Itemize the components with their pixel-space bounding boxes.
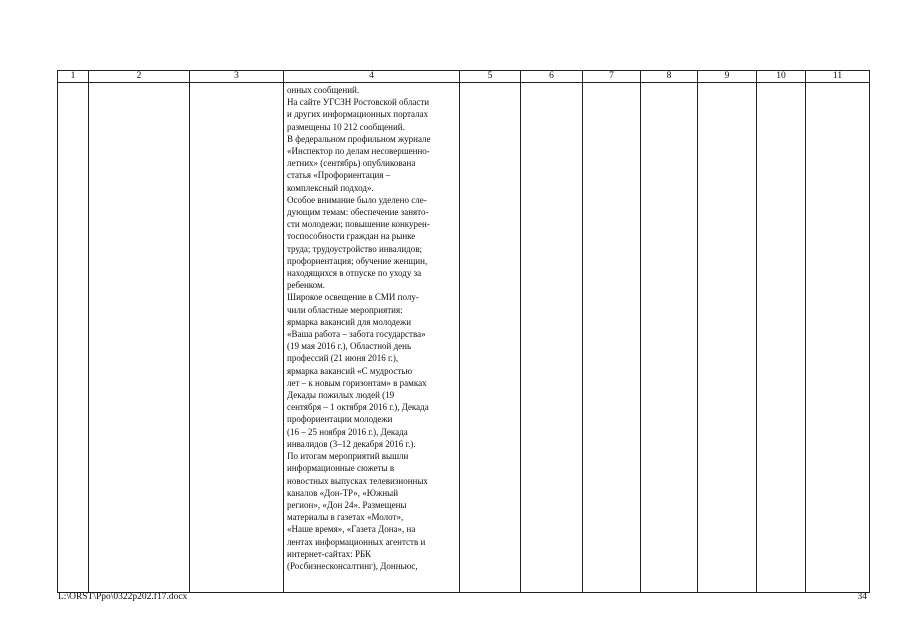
- text-line: летних» (сентябрь) опубликована: [287, 158, 416, 169]
- column-header-3: 3: [190, 71, 284, 83]
- text-line: сентября – 1 октября 2016 г.), Декада: [287, 402, 429, 413]
- text-line: профориентации молодежи: [287, 414, 393, 425]
- text-line: (19 мая 2016 г.), Областной день: [287, 341, 412, 352]
- text-line: По итогам мероприятий вышли: [287, 451, 409, 462]
- text-line: материалы в газетах «Молот»,: [287, 512, 404, 523]
- text-line: «Инспектор по делам несовершенно-: [287, 146, 430, 157]
- text-line: каналов «Дон-ТР», «Южный: [287, 487, 399, 498]
- report-table: [57, 70, 870, 593]
- column-header-11: 11: [806, 71, 870, 83]
- text-line: В федеральном профильном журнале: [287, 133, 431, 144]
- text-line: Особое внимание было уделено сле-: [287, 194, 427, 205]
- column-header-4: 4: [284, 71, 460, 83]
- cell-col-3: [190, 83, 284, 593]
- text-line: ребенком.: [287, 280, 325, 291]
- text-line: Широкое освещение в СМИ полу-: [287, 292, 419, 303]
- text-line: интернет-сайтах: РБК: [287, 548, 372, 559]
- text-line: ярмарка вакансий «С мудростью: [287, 365, 413, 376]
- text-line: (Росбизнесконсалтинг), Донньюс,: [287, 560, 418, 571]
- text-line: труда; трудоустройство инвалидов;: [287, 243, 422, 254]
- footer-page-number: 34: [857, 592, 867, 602]
- text-line: «Наше время», «Газета Дона», на: [287, 524, 416, 535]
- text-line: сти молодежи; повышение конкурен-: [287, 219, 430, 230]
- text-line: размещены 10 212 сообщений.: [287, 121, 405, 132]
- text-line: и других информационных порталах: [287, 109, 429, 120]
- cell-col-1: [58, 83, 89, 593]
- text-line: тоспособности граждан на рынке: [287, 231, 416, 242]
- column-header-2: 2: [89, 71, 190, 83]
- text-line: Декады пожилых людей (19: [287, 390, 395, 401]
- footer-file-path: L:\ORST\Ppo\0322p202.f17.docx: [58, 592, 188, 602]
- column-header-7: 7: [583, 71, 641, 83]
- text-line: статья «Профориентация –: [287, 170, 391, 181]
- text-line: комплексный подход».: [287, 182, 374, 193]
- cell-col-2: [89, 83, 190, 593]
- text-line: регион», «Дон 24». Размещены: [287, 499, 407, 510]
- column-header-10: 10: [757, 71, 806, 83]
- text-line: находящихся в отпуске по уходу за: [287, 268, 422, 279]
- column-header-1: 1: [58, 71, 89, 83]
- cell-col-4-text: [284, 83, 460, 593]
- text-line: чили областные мероприятия:: [287, 304, 403, 315]
- column-header-5: 5: [460, 71, 521, 83]
- text-line: информационные сюжеты в: [287, 463, 395, 474]
- text-line: лет – к новым горизонтам» в рамках: [287, 377, 427, 388]
- text-line: профессий (21 июня 2016 г.),: [287, 353, 399, 364]
- text-line: На сайте УГСЗН Ростовской области: [287, 97, 430, 108]
- text-line: «Ваша работа – забота государства»: [287, 329, 426, 340]
- cell-col-8: [641, 83, 698, 593]
- text-line: новостных выпусках телевизионных: [287, 475, 428, 486]
- text-line: (16 – 25 ноября 2016 г.), Декада: [287, 426, 408, 437]
- cell-col-11: [806, 83, 870, 593]
- column-header-6: 6: [521, 71, 583, 83]
- column-header-8: 8: [641, 71, 698, 83]
- text-line: дующим темам: обеспечение занято-: [287, 207, 429, 218]
- cell-col-6: [521, 83, 583, 593]
- text-line: профориентация; обучение женщин,: [287, 255, 428, 266]
- text-line: лентах информационных агентств и: [287, 536, 426, 547]
- cell-col-9: [698, 83, 757, 593]
- cell-col-10: [757, 83, 806, 593]
- cell-col-5: [460, 83, 521, 593]
- text-line: ярмарка вакансий для молодежи: [287, 316, 412, 327]
- text-line: онных сообщений.: [287, 85, 360, 95]
- table-row: [58, 83, 870, 593]
- cell-col-7: [583, 83, 641, 593]
- text-line: инвалидов (3–12 декабря 2016 г.).: [287, 438, 416, 449]
- column-header-9: 9: [698, 71, 757, 83]
- header-row: [58, 71, 870, 83]
